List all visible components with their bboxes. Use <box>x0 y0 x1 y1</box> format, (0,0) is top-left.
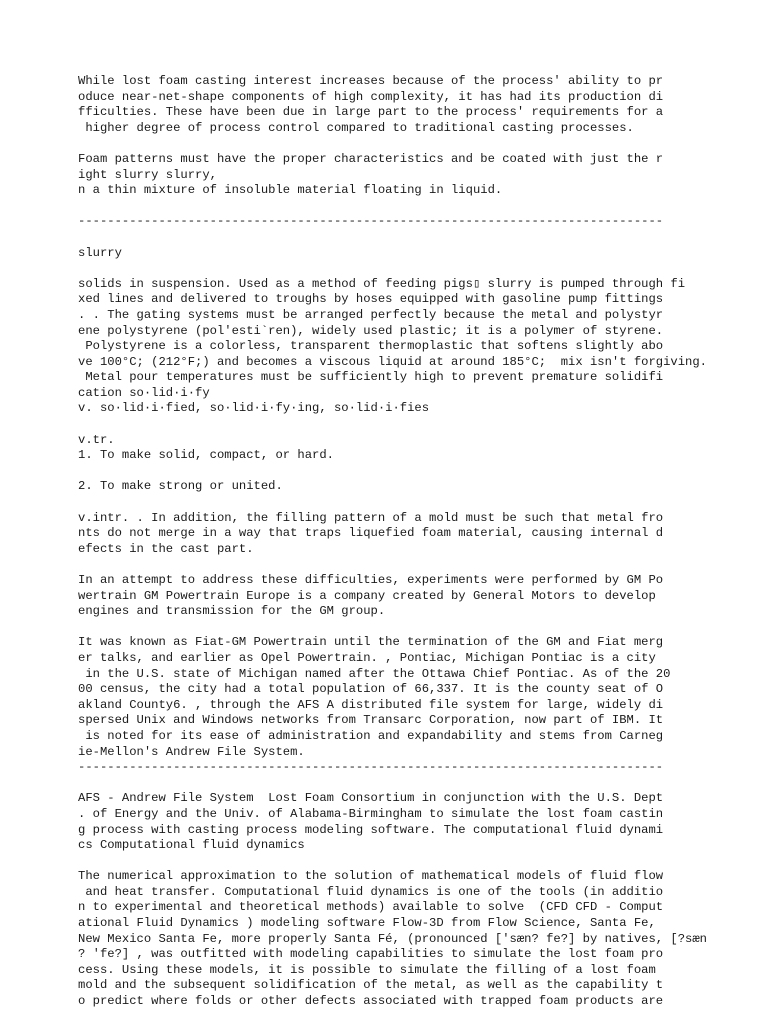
text-line: 00 census, the city had a total population of 66,337. It is the county seat of O <box>78 682 664 697</box>
text-line: engines and transmission for the GM group. <box>78 604 386 619</box>
paragraph <box>78 791 764 853</box>
text-line: AFS - Andrew File System Lost Foam Consortium in conjunction with the U.S. Dept <box>78 791 664 806</box>
text-line: ve 100°C; (212°F;) and becomes a viscous liquid at around 185°C; mix isn't forgiving. <box>78 354 707 369</box>
text-line: cs Computational fluid dynamics <box>78 838 305 853</box>
text-line: Foam patterns must have the proper characteristics and be coated with just the r <box>78 151 664 166</box>
text-line: n a thin mixture of insoluble material floating in liquid. <box>78 183 503 198</box>
text-line: is noted for its ease of administration and expandability and stems from Carneg <box>78 728 664 743</box>
paragraph <box>78 869 764 1009</box>
text-line: ie-Mellon's Andrew File System. <box>78 744 305 759</box>
text-line: slurry <box>78 245 122 260</box>
text-line: xed lines and delivered to troughs by hoses equipped with gasoline pump fittings <box>78 292 664 307</box>
text-line: ational Fluid Dynamics ) modeling software Flow-3D from Flow Science, Santa Fe, <box>78 916 656 931</box>
document-body <box>78 74 764 1025</box>
text-line: er talks, and earlier as Opel Powertrain. , Pontiac, Michigan Pontiac is a city <box>78 650 656 665</box>
text-line: o predict where folds or other defects associated with trapped foam products are <box>78 994 664 1009</box>
text-line: 1. To make solid, compact, or hard. <box>78 448 334 463</box>
text-line: mold and the subsequent solidification of the metal, as well as the capability t <box>78 978 664 993</box>
paragraph <box>78 479 764 495</box>
text-line: higher degree of process control compared to traditional casting processes. <box>78 120 634 135</box>
paragraph <box>78 214 764 230</box>
text-line: 2. To make strong or united. <box>78 479 283 494</box>
paragraph <box>78 635 764 775</box>
text-line: v.intr. . In addition, the filling pattern of a mold must be such that metal fro <box>78 510 664 525</box>
text-line: . of Energy and the Univ. of Alabama-Birmingham to simulate the lost foam castin <box>78 806 664 821</box>
paragraph <box>78 433 764 464</box>
text-line: The numerical approximation to the solution of mathematical models of fluid flow <box>78 869 664 884</box>
text-line: in the U.S. state of Michigan named after the Ottawa Chief Pontiac. As of the 20 <box>78 666 671 681</box>
paragraph <box>78 277 764 417</box>
text-line: fficulties. These have been due in large part to the process' requirements for a <box>78 105 664 120</box>
text-line: Metal pour temperatures must be sufficiently high to prevent premature solidifi <box>78 370 664 385</box>
horizontal-rule: -------------------------------------------------------------------------------- <box>78 214 664 229</box>
text-line: New Mexico Santa Fe, more properly Santa Fé, (pronounced ['sæn? fe?] by natives, [?sæn <box>78 931 707 946</box>
text-line: wertrain GM Powertrain Europe is a company created by General Motors to develop <box>78 588 656 603</box>
text-line: g process with casting process modeling software. The computational fluid dynami <box>78 822 664 837</box>
paragraph <box>78 246 764 262</box>
text-line: nts do not merge in a way that traps liquefied foam material, causing internal d <box>78 526 664 541</box>
text-line: solids in suspension. Used as a method of feeding pigs▯ slurry is pumped through fi <box>78 276 686 291</box>
text-line: spersed Unix and Windows networks from Transarc Corporation, now part of IBM. It <box>78 713 664 728</box>
text-line: ? 'fe?] , was outfitted with modeling capabilities to simulate the lost foam pro <box>78 947 664 962</box>
text-line: . . The gating systems must be arranged perfectly because the metal and polystyr <box>78 307 664 322</box>
text-line: and heat transfer. Computational fluid dynamics is one of the tools (in additio <box>78 884 664 899</box>
text-line: n to experimental and theoretical methods) available to solve (CFD CFD - Comput <box>78 900 664 915</box>
text-line: v. so·lid·i·fied, so·lid·i·fy·ing, so·lid·i·fies <box>78 401 430 416</box>
text-line: v.tr. <box>78 432 115 447</box>
text-line: It was known as Fiat-GM Powertrain until the termination of the GM and Fiat merg <box>78 635 664 650</box>
text-line: cess. Using these models, it is possible to simulate the filling of a lost foam <box>78 962 656 977</box>
text-line: akland County6. , through the AFS A distributed file system for large, widely di <box>78 697 664 712</box>
text-line: cation so·lid·i·fy <box>78 385 210 400</box>
text-line: oduce near-net-shape components of high complexity, it has had its production di <box>78 89 664 104</box>
text-line: efects in the cast part. <box>78 541 254 556</box>
paragraph <box>78 152 764 199</box>
text-line: ene polystyrene (pol'esti`ren), widely used plastic; it is a polymer of styrene. <box>78 323 664 338</box>
text-line: ight slurry slurry, <box>78 167 217 182</box>
text-line: While lost foam casting interest increases because of the process' ability to pr <box>78 74 664 88</box>
horizontal-rule: -------------------------------------------------------------------------------- <box>78 760 664 775</box>
paragraph <box>78 573 764 620</box>
text-line: Polystyrene is a colorless, transparent thermoplastic that softens slightly abo <box>78 339 664 354</box>
paragraph <box>78 511 764 558</box>
text-line: In an attempt to address these difficulties, experiments were performed by GM Po <box>78 573 664 587</box>
paragraph <box>78 74 764 136</box>
